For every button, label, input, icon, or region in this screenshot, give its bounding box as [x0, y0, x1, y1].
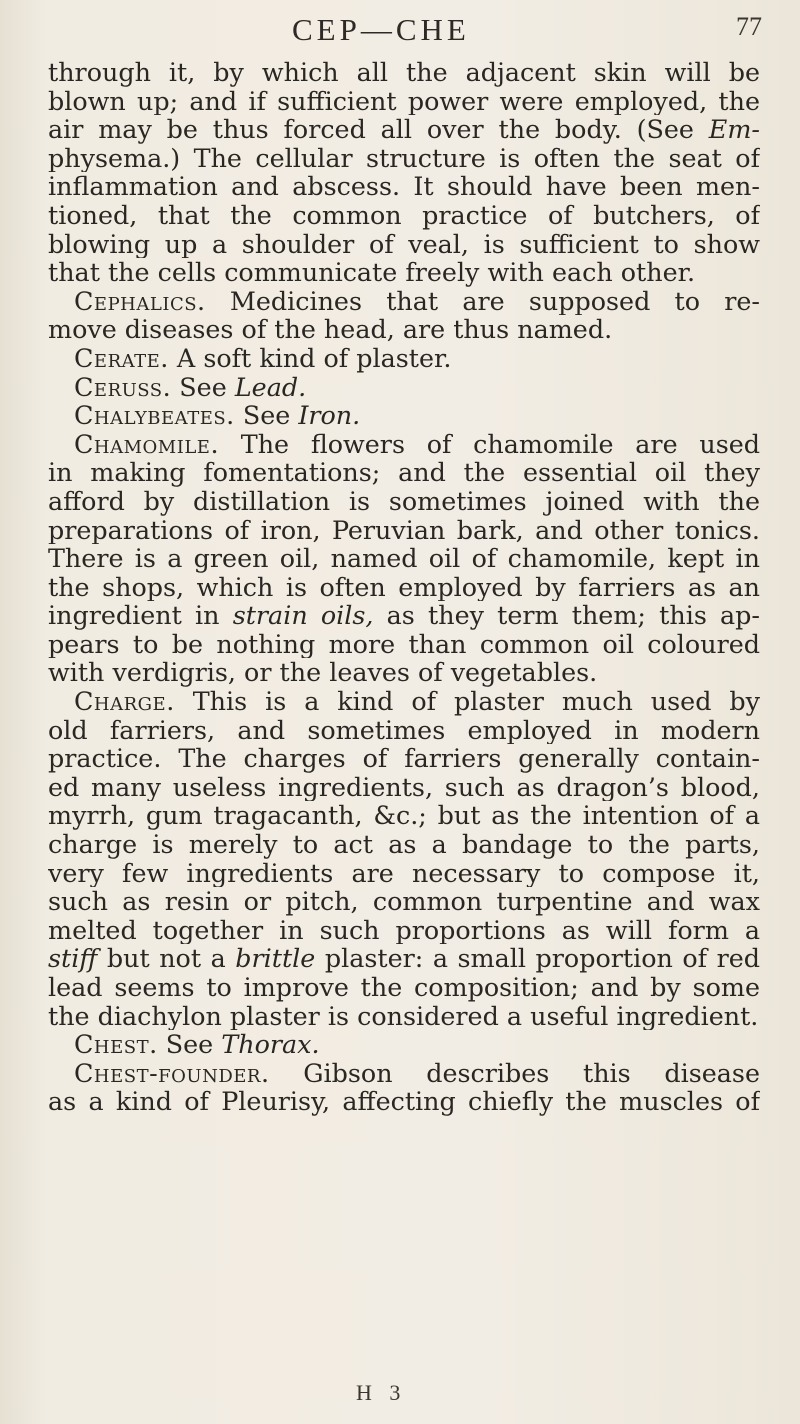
- text-line: old farriers, and sometimes employed in modern: [48, 715, 760, 745]
- text-line: melted together in such proportions as will form a: [48, 915, 760, 945]
- text-line: tioned, that the common practice of butchers, of: [48, 200, 760, 230]
- text-line: blowing up a shoulder of veal, is sufficient to show: [48, 229, 760, 259]
- text-line: There is a green oil, named oil of chamomile, kept in: [48, 544, 760, 573]
- cross-reference: Em-: [708, 115, 760, 144]
- text-line: through it, by which all the adjacent skin will be: [48, 58, 760, 87]
- entry-line: Chest. See Thorax.: [74, 1030, 320, 1059]
- text-line: in making fomentations; and the essential oil they: [48, 458, 760, 487]
- entry-headword: Cerate.: [74, 343, 169, 373]
- text-line: inflammation and abscess. It should have been men-: [48, 172, 760, 201]
- text-line: move diseases of the head, are thus named.: [48, 315, 613, 344]
- entry-line: Cephalics. Medicines that are supposed to re-: [74, 286, 760, 316]
- text-line: physema.) The cellular structure is often the seat of: [48, 143, 760, 173]
- running-title: CEP—CHE: [292, 12, 470, 47]
- entry-line: Ceruss. See Lead.: [74, 372, 307, 402]
- running-head: [0, 6, 800, 52]
- entry-headword: Chest.: [74, 1030, 158, 1059]
- signature-mark: H 3: [356, 1380, 407, 1405]
- text-line: such as resin or pitch, common turpentine and wax: [48, 887, 760, 916]
- text-line: charge is merely to act as a bandage to the parts,: [48, 830, 760, 859]
- text-line: ed many useless ingredients, such as dragon’s blood,: [48, 772, 760, 802]
- entry-line: Chamomile. The flowers of chamomile are used: [74, 429, 760, 459]
- text-line: pears to be nothing more than common oil coloured: [48, 629, 760, 659]
- text-line: as a kind of Pleurisy, affecting chiefly the muscles of: [48, 1087, 760, 1116]
- entry-line: Charge. This is a kind of plaster much used by: [74, 687, 760, 716]
- entry-headword: Chalybeates.: [74, 401, 235, 430]
- text-line: the shops, which is often employed by farriers as an: [48, 572, 760, 602]
- entry-headword: Ceruss.: [74, 372, 172, 402]
- text-line: practice. The charges of farriers generally contain-: [48, 744, 760, 773]
- text-line: lead seems to improve the composition; and by some: [48, 973, 760, 1002]
- text-line: blown up; and if sufficient power were employed, the: [48, 86, 760, 116]
- text-line: ingredient in strain oils, as they term them; this ap-: [48, 601, 760, 630]
- entry-line: Chest-founder. Gibson describes this disease: [74, 1058, 760, 1088]
- text-line: air may be thus forced all over the body. (See Em-: [48, 115, 760, 144]
- entry-headword: Chamomile.: [74, 429, 220, 459]
- body-text: [48, 58, 760, 1116]
- text-line: with verdigris, or the leaves of vegetables.: [48, 658, 598, 688]
- cross-reference: Thorax.: [221, 1030, 320, 1059]
- text-line: the diachylon plaster is considered a useful ingredient.: [48, 1001, 759, 1031]
- text-line: that the cells communicate freely with each other.: [48, 258, 696, 287]
- text-line: stiff but not a brittle plaster: a small proportion of red: [48, 944, 760, 973]
- cross-reference: Iron.: [298, 401, 361, 430]
- entry-headword: Cephalics.: [74, 286, 206, 316]
- entry-headword: Charge.: [74, 687, 175, 716]
- entry-headword: Chest-founder.: [74, 1058, 270, 1088]
- entry-line: Chalybeates. See Iron.: [74, 401, 361, 430]
- entry-line: Cerate. A soft kind of plaster.: [74, 343, 452, 373]
- text-line: preparations of iron, Peruvian bark, and other tonics.: [48, 515, 760, 545]
- text-line: very few ingredients are necessary to compose it,: [48, 858, 760, 888]
- page-number: 77: [736, 12, 762, 41]
- cross-reference: Lead.: [234, 372, 307, 402]
- text-line: myrrh, gum tragacanth, &c.; but as the intention of a: [48, 801, 760, 831]
- text-line: afford by distillation is sometimes joined with the: [48, 486, 760, 516]
